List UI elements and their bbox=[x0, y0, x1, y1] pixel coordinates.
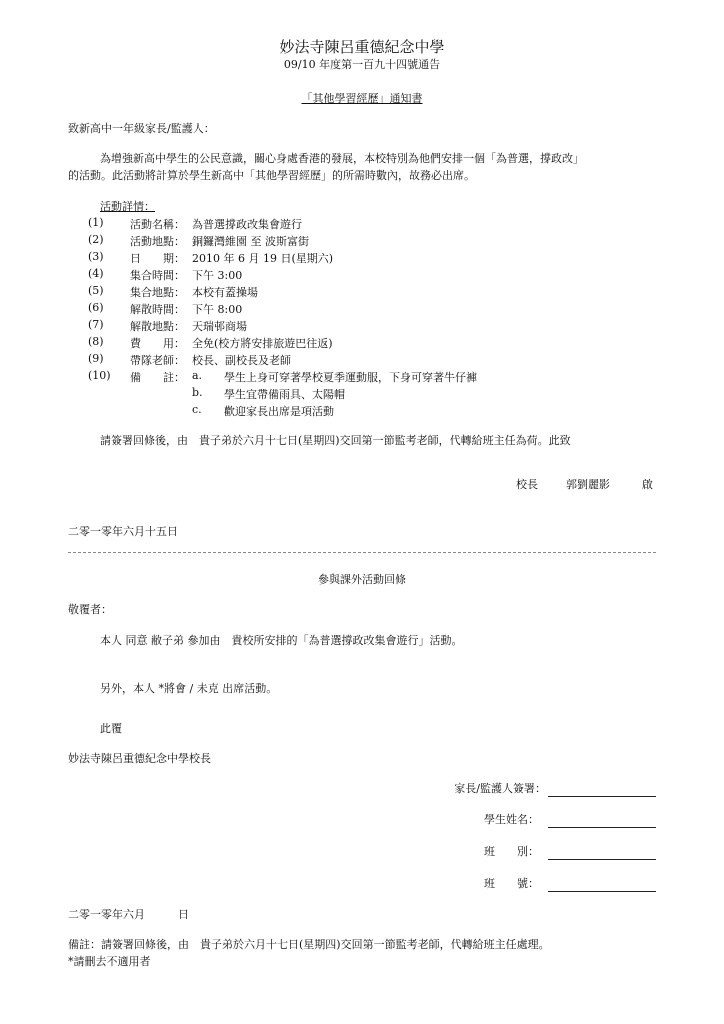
parent-signature-field[interactable] bbox=[548, 796, 656, 797]
remark-mark: b. bbox=[192, 386, 203, 399]
detail-number: (7) bbox=[88, 318, 104, 331]
detail-label: 活動名稱： bbox=[130, 218, 185, 231]
detail-number: (9) bbox=[88, 352, 104, 365]
detail-value: 本校有蓋操場 bbox=[192, 286, 258, 299]
notice-title-text: 「其他學習經歷」通知書 bbox=[301, 92, 423, 105]
detail-value: 全免(校方將安排旅遊巴往返) bbox=[192, 337, 333, 350]
reply-attendance-line: 另外，本人 *將會 / 未克 出席活動。 bbox=[100, 682, 278, 695]
detail-value: 2010 年 6 月 19 日(星期六) bbox=[192, 252, 334, 265]
details-heading: 活動詳情： bbox=[100, 200, 155, 213]
detail-value: 下午 8:00 bbox=[192, 303, 243, 316]
detail-value: 校長、副校長及老師 bbox=[192, 354, 291, 367]
notice-title bbox=[0, 92, 724, 105]
student-name-label: 學生姓名： bbox=[484, 813, 539, 826]
class-label: 班 別： bbox=[484, 845, 539, 858]
letter-salutation: 致新高中一年級家長/監護人： bbox=[68, 122, 215, 135]
student-name-field[interactable] bbox=[548, 827, 656, 828]
detail-label: 集合時間： bbox=[130, 269, 185, 282]
reply-footnote: *請刪去不適用者 bbox=[68, 955, 151, 968]
letter-date: 二零一零年六月十五日 bbox=[68, 525, 178, 538]
detail-label: 帶隊老師： bbox=[130, 354, 185, 367]
detail-value: 為普選撐政改集會遊行 bbox=[192, 218, 302, 231]
signatory-name: 郭劉麗影 bbox=[566, 478, 610, 491]
detail-label: 日 期： bbox=[130, 252, 185, 265]
letter-paragraph-line-2: 的活動。此活動將計算於學生新高中「其他學習經歷」的所需時數內，故務必出席。 bbox=[68, 169, 475, 182]
reply-consent-line: 本人 同意 敝子弟 參加由 貴校所安排的「為普選撐政改集會遊行」活動。 bbox=[100, 634, 463, 647]
class-number-label: 班 號： bbox=[484, 877, 539, 890]
reply-date: 二零一零年六月 日 bbox=[68, 908, 189, 921]
remark-mark: a. bbox=[192, 369, 203, 382]
detail-label: 費 用： bbox=[130, 337, 185, 350]
school-name: 妙法寺陳呂重德紀念中學 bbox=[279, 38, 445, 56]
detail-label: 集合地點： bbox=[130, 286, 185, 299]
detail-value: 銅鑼灣維園 至 波斯富街 bbox=[192, 235, 309, 248]
detail-value: 下午 3:00 bbox=[192, 269, 243, 282]
class-number-field[interactable] bbox=[548, 891, 656, 892]
remark-text: 歡迎家長出席是項活動 bbox=[224, 405, 334, 418]
signatory-title: 校長 bbox=[516, 478, 538, 491]
detail-number: (5) bbox=[88, 284, 104, 297]
detail-number: (6) bbox=[88, 301, 104, 314]
detail-label: 解散地點： bbox=[130, 320, 185, 333]
letter-paragraph-line-1: 為增強新高中學生的公民意識，關心身處香港的發展，本校特別為他們安排一個「為普選，撐政改」 bbox=[100, 152, 584, 165]
reply-addressee: 妙法寺陳呂重德紀念中學校長 bbox=[68, 752, 211, 765]
detail-number: (10) bbox=[88, 369, 111, 382]
remark-text: 學生宜帶備雨具、太陽帽 bbox=[224, 388, 345, 401]
circular-number: 09/10 年度第一百九十四號通告 bbox=[283, 58, 441, 71]
tear-off-divider bbox=[68, 552, 656, 553]
reply-closing: 此覆 bbox=[100, 722, 122, 735]
detail-number: (8) bbox=[88, 335, 104, 348]
detail-label: 活動地點： bbox=[130, 235, 185, 248]
class-field[interactable] bbox=[548, 859, 656, 860]
detail-number: (4) bbox=[88, 267, 104, 280]
parent-signature-label: 家長/監護人簽署： bbox=[454, 782, 546, 795]
remark-mark: c. bbox=[192, 403, 202, 416]
detail-number: (1) bbox=[88, 216, 104, 229]
reply-note: 備註：請簽署回條後，由 貴子弟於六月十七日(星期四)交回第一節監考老師，代轉給班主任處理。 bbox=[68, 938, 550, 951]
detail-number: (2) bbox=[88, 233, 104, 246]
reply-salutation: 敬覆者： bbox=[68, 603, 112, 616]
detail-label: 解散時間： bbox=[130, 303, 185, 316]
detail-value: 天瑞邨商場 bbox=[192, 320, 247, 333]
reply-title: 參與課外活動回條 bbox=[318, 573, 406, 586]
remark-text: 學生上身可穿著學校夏季運動服，下身可穿著牛仔褲 bbox=[224, 371, 477, 384]
detail-label: 備 註： bbox=[130, 371, 185, 384]
detail-number: (3) bbox=[88, 250, 104, 263]
letter-closing: 請簽署回條後，由 貴子弟於六月十七日(星期四)交回第一節監考老師，代轉給班主任為荷。此致 bbox=[100, 434, 571, 447]
signatory-closing: 啟 bbox=[642, 478, 653, 491]
